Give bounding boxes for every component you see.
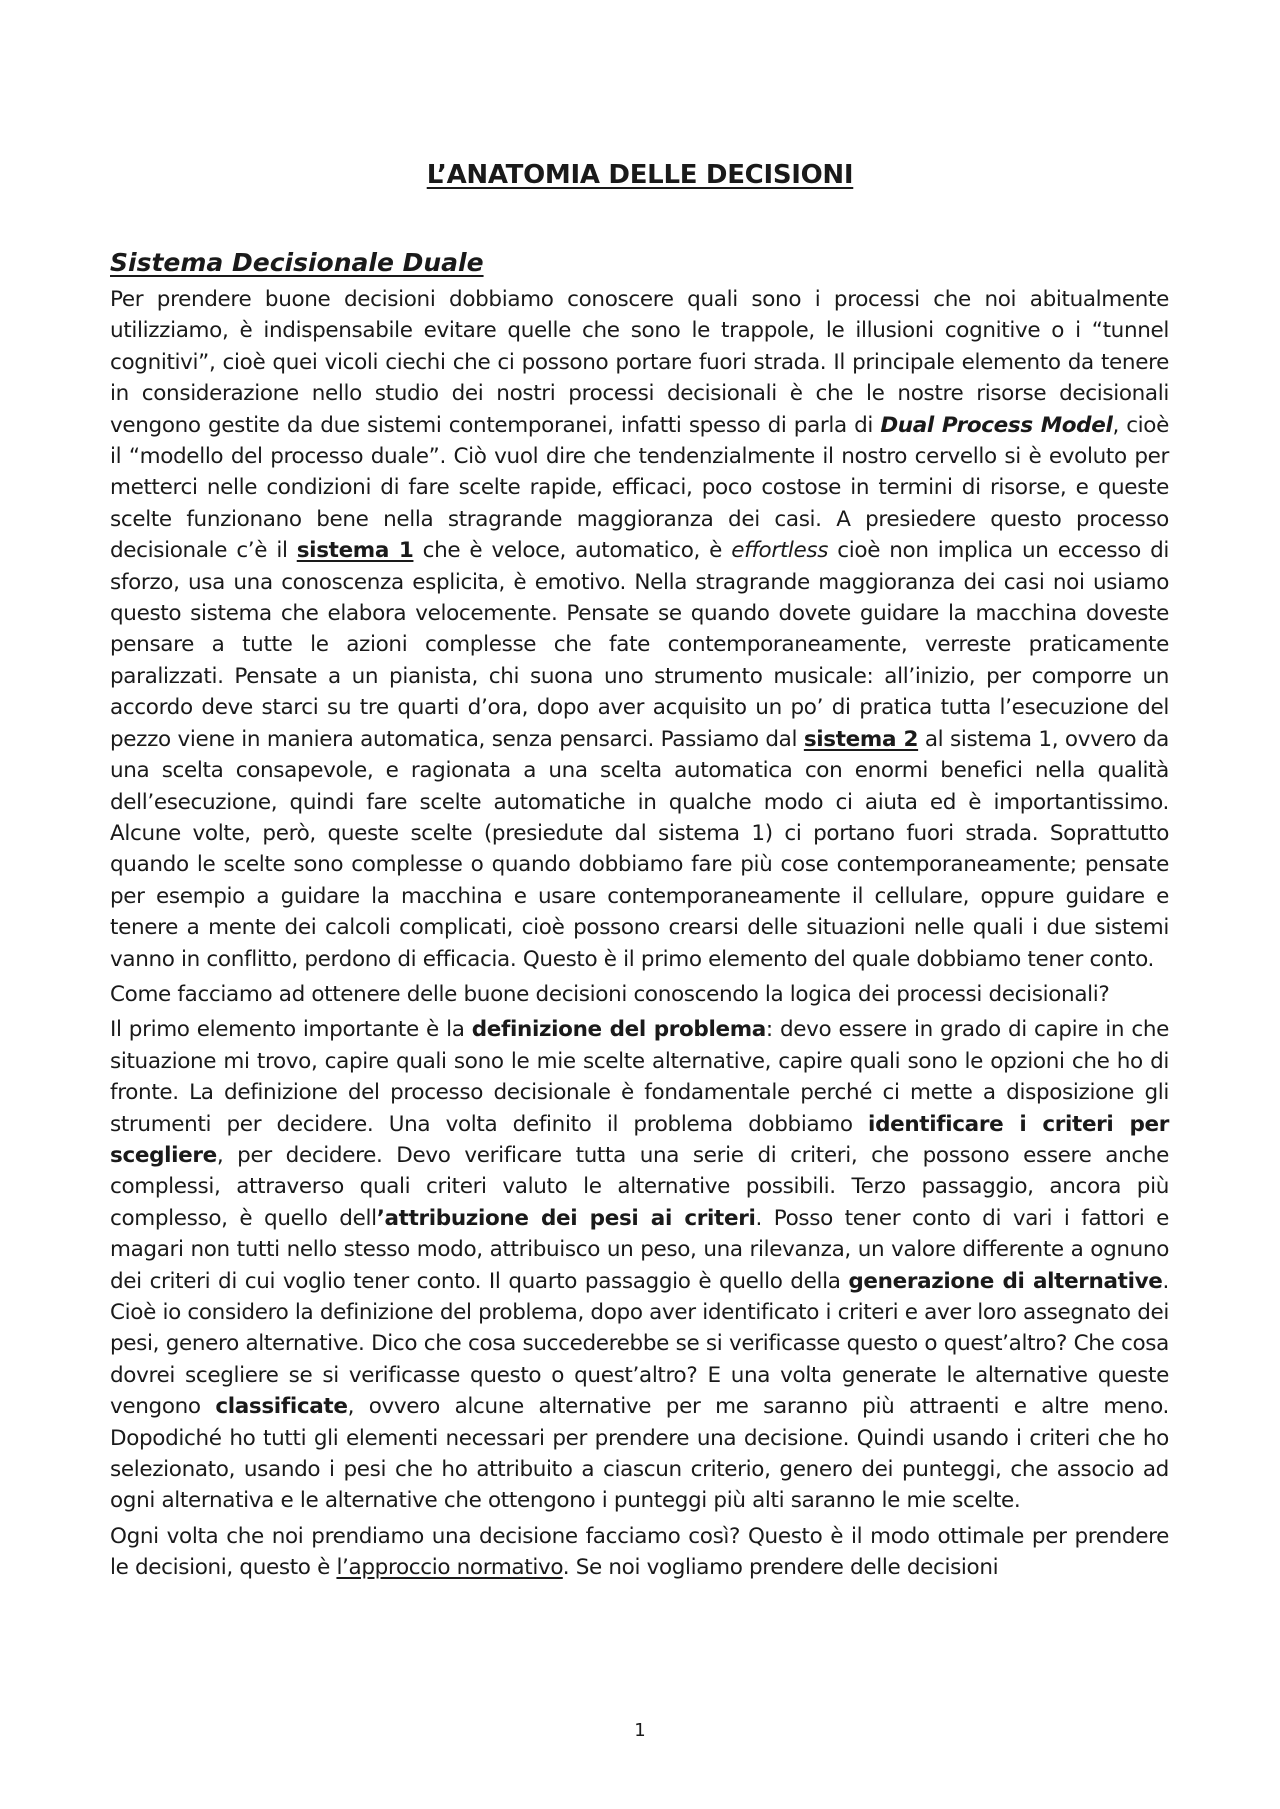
approccio-normativo-term: l’approccio normativo	[336, 1555, 563, 1581]
sistema-2-term: sistema 2	[803, 726, 919, 752]
text-run: : devo essere in grado di capire in che situazione mi trovo, capire quali sono le mie scelte alternative, capire quali sono le opzioni che ho di fronte. La definizione del processo decisionale è fondamentale perché ci mette a disposizione gli strumenti per decidere. Una volta definito il problema dobbiamo	[110, 1017, 1169, 1137]
generazione-alternative-term: generazione di alternative	[848, 1268, 1163, 1294]
paragraph-4	[110, 1521, 1169, 1584]
effortless-term: effortless	[731, 538, 829, 564]
text-run: al sistema 1, ovvero da una scelta consapevole, e ragionata a una scelta automatica con enormi benefici nella qualità dell’esecuzione, quindi fare scelte automatiche in qualche modo ci aiuta ed è importantissimo. Alcune volte, però, queste scelte (presiedute dal sistema 1) ci portano fuori strada. Soprattutto quando le scelte sono complesse o quando dobbiamo fare più cose contemporaneamente; pensate per esempio a guidare la macchina e usare contemporaneamente il cellulare, oppure guidare e tenere a mente dei calcoli complicati, cioè possono crearsi delle situazioni nelle quali i due sistemi vanno in conflitto, perdono di efficacia. Questo è il primo elemento del quale dobbiamo tener conto.	[110, 726, 1170, 972]
attribuzione-pesi-term: ’attribuzione dei pesi ai criteri	[376, 1205, 756, 1231]
page-title: L’ANATOMIA DELLE DECISIONI	[426, 160, 854, 190]
text-run: Il primo elemento importante è la	[110, 1017, 472, 1043]
text-run: , cioè il “modello del processo duale”. Ciò vuol dire che tendenzialmente il nostro cervello si è evoluto per metterci nelle condizioni di fare scelte rapide, efficaci, poco costose in termini di risorse, e queste scelte funzionano bene nella stragrande maggioranza dei casi. A presiedere questo processo decisionale c’è il	[110, 412, 1169, 564]
dual-process-model-term: Dual Process Model	[880, 412, 1113, 438]
text-run: . Se noi vogliamo prendere delle decisioni	[562, 1555, 999, 1581]
text-run: che è veloce, automatico, è	[413, 538, 732, 564]
classificate-term: classificate	[215, 1394, 348, 1420]
paragraph-3	[110, 1014, 1169, 1517]
paragraph-2: Come facciamo ad ottenere delle buone decisioni conoscendo la logica dei processi decisionali?	[110, 981, 1110, 1007]
text-run: , ovvero alcune alternative per me saranno più attraenti e altre meno. Dopodiché ho tutti gli elementi necessari per prendere una decisione. Quindi usando i criteri che ho selezionato, usando i pesi che ho attribuito a ciascun criterio, genero dei punteggi, che associo ad ogni alternativa e le alternative che ottengono i punteggi più alti saranno le mie scelte.	[110, 1394, 1169, 1514]
text-run: , per decidere. Devo verificare tutta una serie di criteri, che possono essere anche complessi, attraverso quali criteri valuto le alternative possibili. Terzo passaggio, ancora più complesso, è quello dell	[110, 1142, 1169, 1231]
definizione-problema-term: definizione del problema	[471, 1017, 766, 1043]
section-heading: Sistema Decisionale Duale	[110, 248, 484, 277]
text-run: . Posso tener conto di vari i fattori e magari non tutti nello stesso modo, attribuisco un peso, una rilevanza, un valore differente a ognuno dei criteri di cui voglio tener conto. Il quarto passaggio è quello della	[110, 1205, 1169, 1294]
text-run: Per prendere buone decisioni dobbiamo conoscere quali sono i processi che noi abitualmente utilizziamo, è indispensabile evitare quelle che sono le trappole, le illusioni cognitive o i “tunnel cognitivi”, cioè quei vicoli ciechi che ci possono portare fuori strada. Il principale elemento da tenere in considerazione nello studio dei nostri processi decisionali è che le nostre risorse decisionali vengono gestite da due sistemi contemporanei, infatti spesso di parla di	[110, 287, 1169, 438]
paragraph-1	[110, 284, 1169, 975]
text-run: Ogni volta che noi prendiamo una decisione facciamo così? Questo è il modo ottimale per prendere le decisioni, questo è	[110, 1523, 1169, 1581]
body-text	[110, 284, 1169, 1588]
sistema-1-term: sistema 1	[296, 538, 414, 564]
text-run: cioè non implica un eccesso di sforzo, usa una conoscenza esplicita, è emotivo. Nella stragrande maggioranza dei casi noi usiamo questo sistema che elabora velocemente. Pensate se quando dovete guidare la macchina doveste pensare a tutte le azioni complesse che fate contemporaneamente, verreste praticamente paralizzati. Pensate a un pianista, chi suona uno strumento musicale: all’inizio, per comporre un accordo deve starci su tre quarti d’ora, dopo aver acquisito un po’ di pratica tutta l’esecuzione del pezzo viene in maniera automatica, senza pensarci. Passiamo dal	[110, 538, 1169, 752]
text-run: . Cioè io considero la definizione del problema, dopo aver identificato i criteri e aver loro assegnato dei pesi, genero alternative. Dico che cosa succederebbe se si verificasse questo o quest’altro? Che cosa dovrei scegliere se si verificasse questo o quest’altro? E una volta generate le alternative queste vengono	[110, 1268, 1169, 1420]
page-number: 1	[634, 1720, 646, 1741]
identificare-criteri-term: identificare i criteri per scegliere	[110, 1111, 1169, 1168]
